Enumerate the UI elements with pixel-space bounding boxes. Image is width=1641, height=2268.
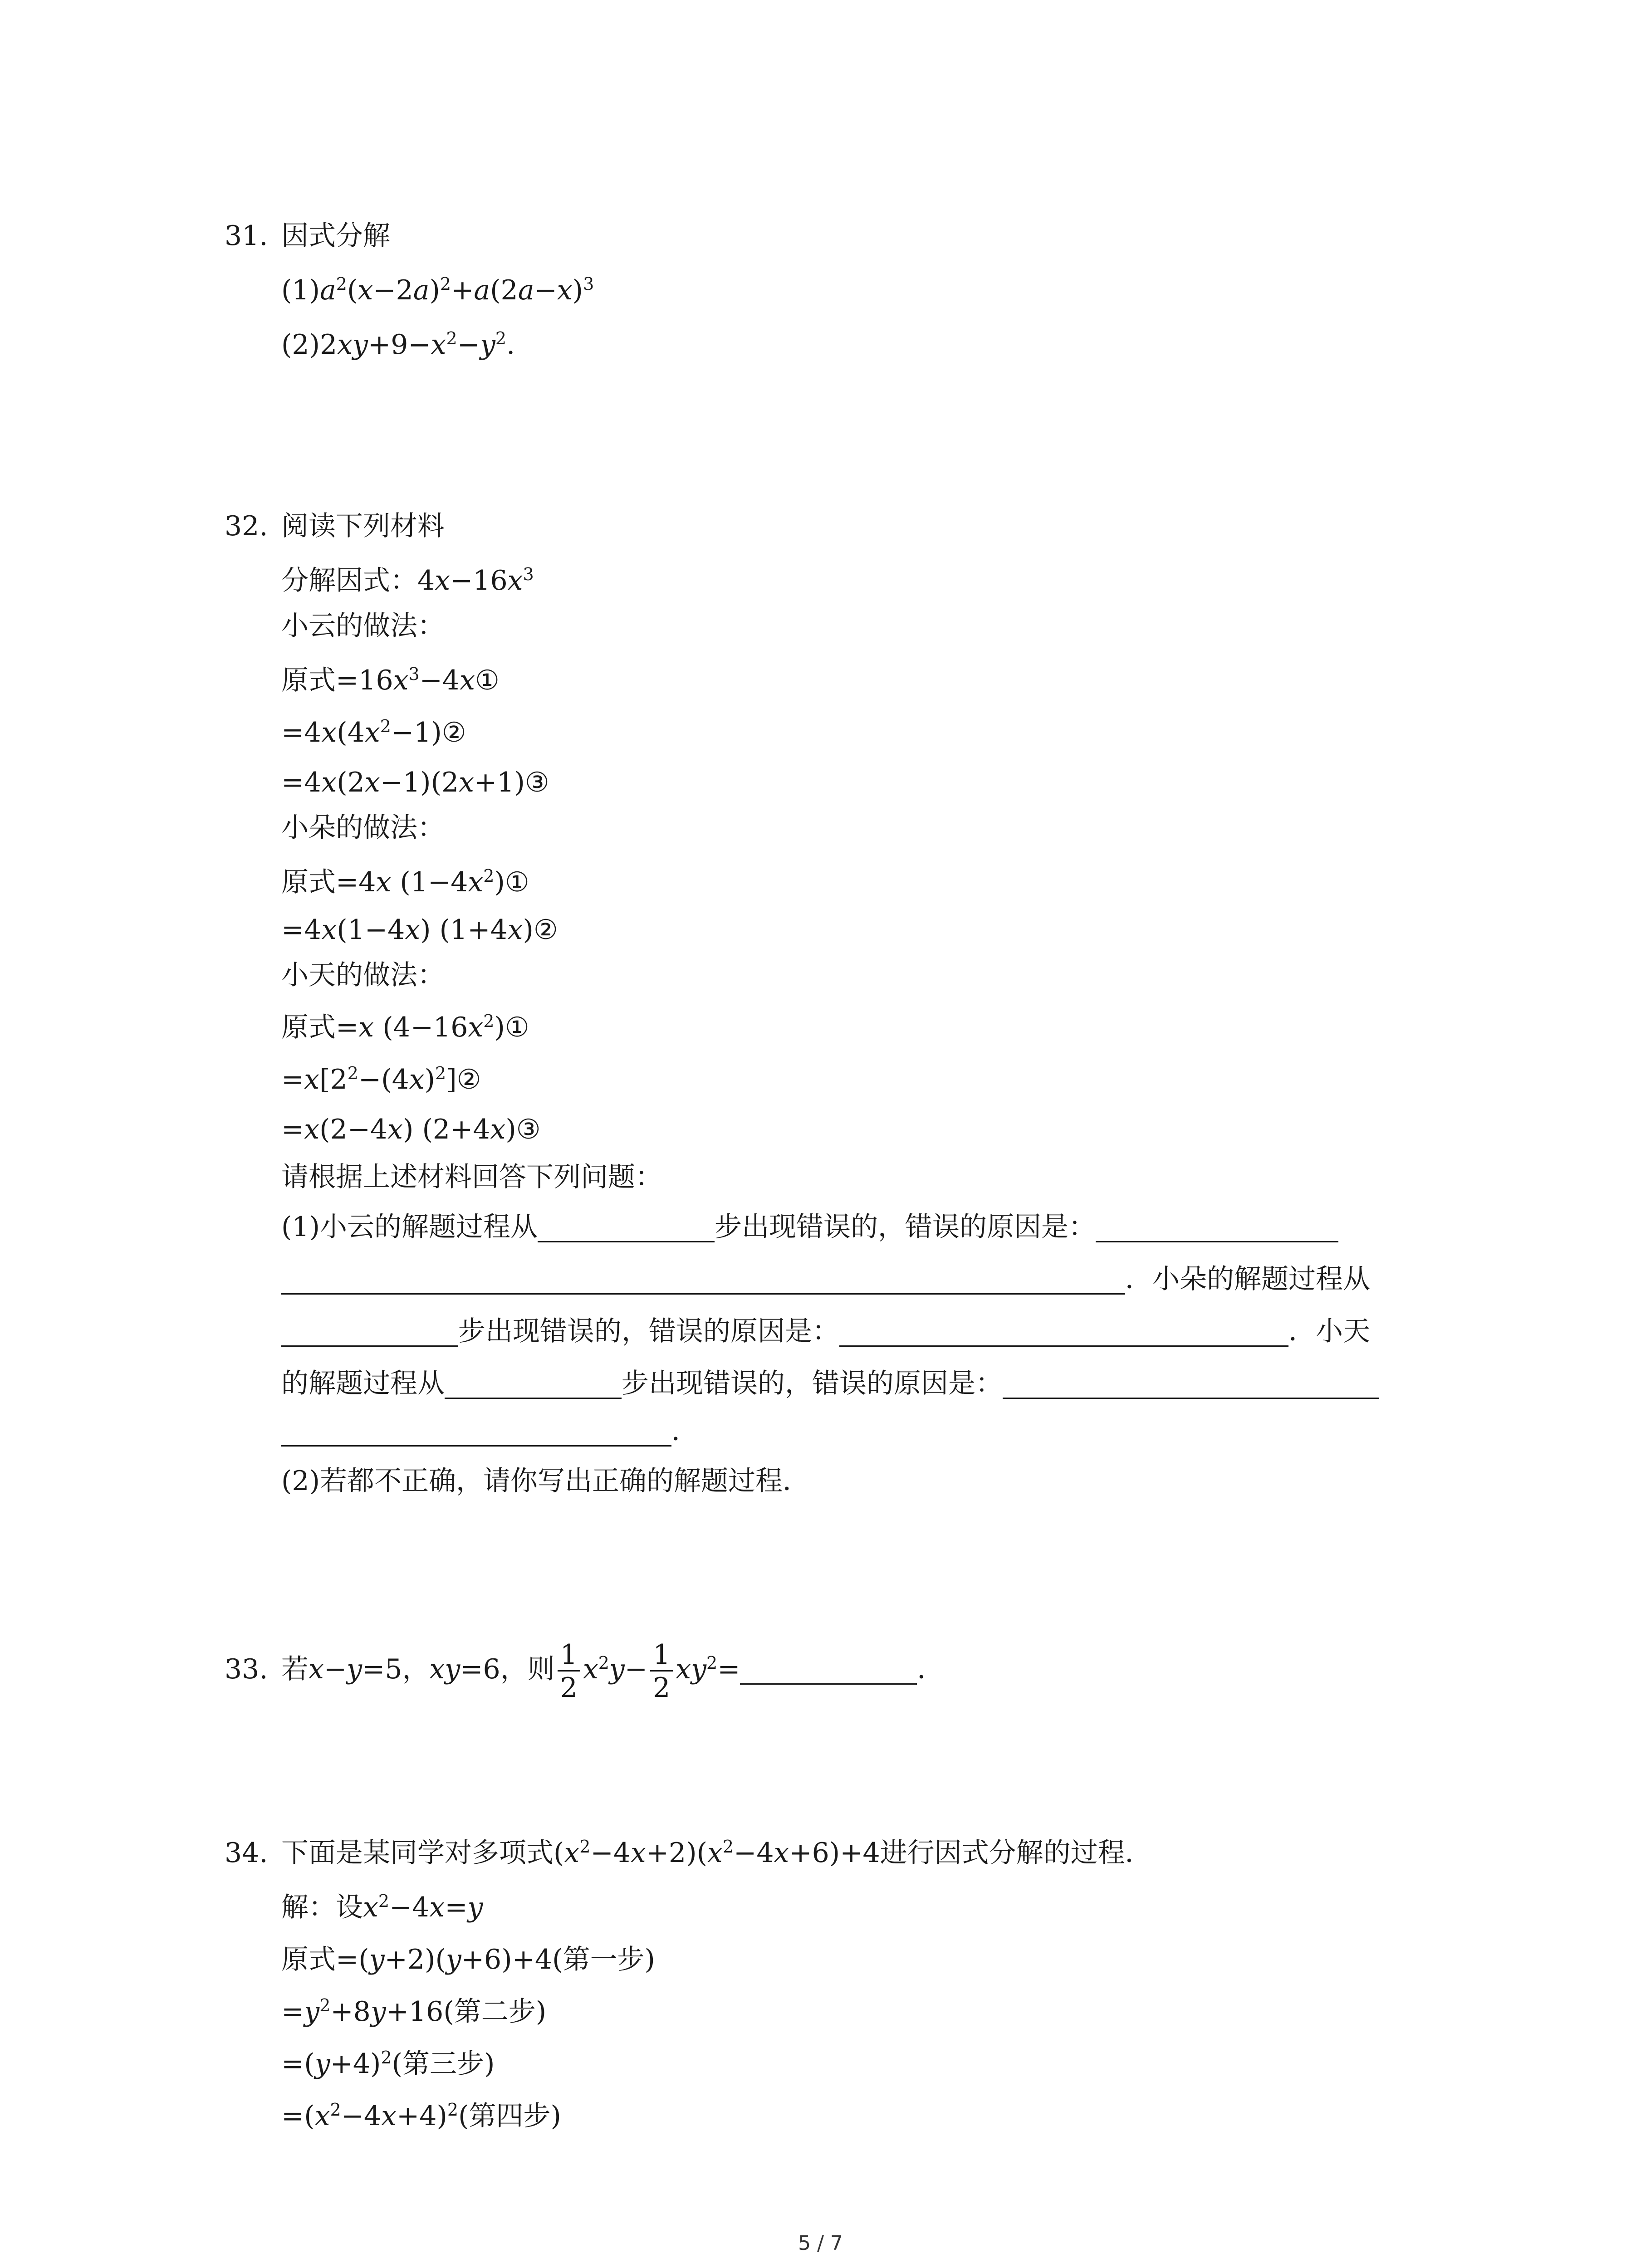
q32-duo-step1: 原式=4x $(1-4x^2)①$ <box>281 866 529 898</box>
answer-blank[interactable] <box>281 1261 1125 1295</box>
q34-step3: $=(y+4)^2$(第三步) <box>281 2048 495 2080</box>
page-number: 5 / 7 <box>798 2232 843 2255</box>
question-number: 31. <box>225 220 268 252</box>
q34-step4: $=(x^2-4x+4)^2$(第四步) <box>281 2100 561 2132</box>
q32-sub1-line2: ．小朵的解题过程从 <box>281 1256 1370 1302</box>
answer-blank[interactable] <box>538 1209 715 1242</box>
q32-duo-label: 小朵的做法： <box>281 812 445 844</box>
q32-tian-label: 小天的做法： <box>281 959 445 991</box>
question-title: 阅读下列材料 <box>281 510 445 542</box>
q32-sub1-line5: ． <box>281 1408 699 1454</box>
q34-solution-setup: 解：设$x^2-4x=y$ <box>281 1891 483 1923</box>
q32-duo-step2: =4x(1−4x) (1+4x)② <box>281 914 558 946</box>
answer-blank[interactable] <box>281 1314 458 1347</box>
q32-tian-step1: 原式=x $(4-16x^2)①$ <box>281 1011 529 1043</box>
q32-prompt: 请根据上述材料回答下列问题： <box>281 1161 662 1193</box>
question-number: 33. <box>225 1653 268 1685</box>
question-31-title <box>225 213 390 259</box>
answer-blank[interactable] <box>1003 1366 1379 1399</box>
q32-sub1-line1: (1)小云的解题过程从 步出现错误的，错误的原因是： <box>281 1204 1338 1250</box>
fraction: $\frac{1}{2}$ <box>558 1641 580 1701</box>
q32-sub1-line3: 步出现错误的，错误的原因是： ．小天 <box>281 1309 1370 1354</box>
q31-part-2: $(2)2xy+9-x^2-y^2$. <box>281 328 515 361</box>
q32-tian-step3: =x(2−4x) (2+4x)③ <box>281 1114 541 1145</box>
q34-step2: $=y^2+8y+16$(第二步) <box>281 1995 547 2028</box>
q34-step1: 原式=(y+2)(y+6)+4(第一步) <box>281 1944 655 1975</box>
question-32-title <box>225 503 445 549</box>
question-number: 34. <box>225 1837 268 1869</box>
question-title: 因式分解 <box>281 220 390 252</box>
answer-blank[interactable] <box>281 1413 671 1447</box>
answer-blank[interactable] <box>445 1366 622 1399</box>
q32-sub2: (2)若都不正确，请你写出正确的解题过程． <box>281 1465 810 1497</box>
answer-blank[interactable] <box>740 1652 917 1685</box>
fraction: $\frac{1}{2}$ <box>650 1641 673 1701</box>
q32-tian-step2: $=x[2^2-(4x)^2]②$ <box>281 1063 481 1095</box>
q32-yun-step3: =4x(2x−1)(2x+1)③ <box>281 767 549 798</box>
question-number: 32. <box>225 510 268 542</box>
q32-yun-step1: 原式$=16x^3-4x①$ <box>281 664 500 696</box>
q31-part-1: $(1)a^2(x-2a)^2+a(2a-x)^3$ <box>281 274 594 306</box>
q32-yun-step2: $=4x(4x^2-1)②$ <box>281 716 466 748</box>
q32-sub1-line4: 的解题过程从 步出现错误的，错误的原因是： <box>281 1361 1379 1406</box>
question-34-title: 34. 下面是某同学对多项式$(x^2-4x+2)(x^2-4x+6)+4$进行因式分解的过程． <box>225 1830 1152 1876</box>
q32-task: 分解因式：$4x-16x^3$ <box>281 564 534 596</box>
q32-yun-label: 小云的做法： <box>281 610 445 642</box>
answer-blank[interactable] <box>1096 1209 1338 1242</box>
answer-blank[interactable] <box>839 1314 1288 1347</box>
question-33: 33. 若x−y=5，xy=6，则 $\frac{1}{2}$ $x^2y-$ $\frac{1}{2}$ $xy^2=$ ． <box>225 1637 944 1701</box>
